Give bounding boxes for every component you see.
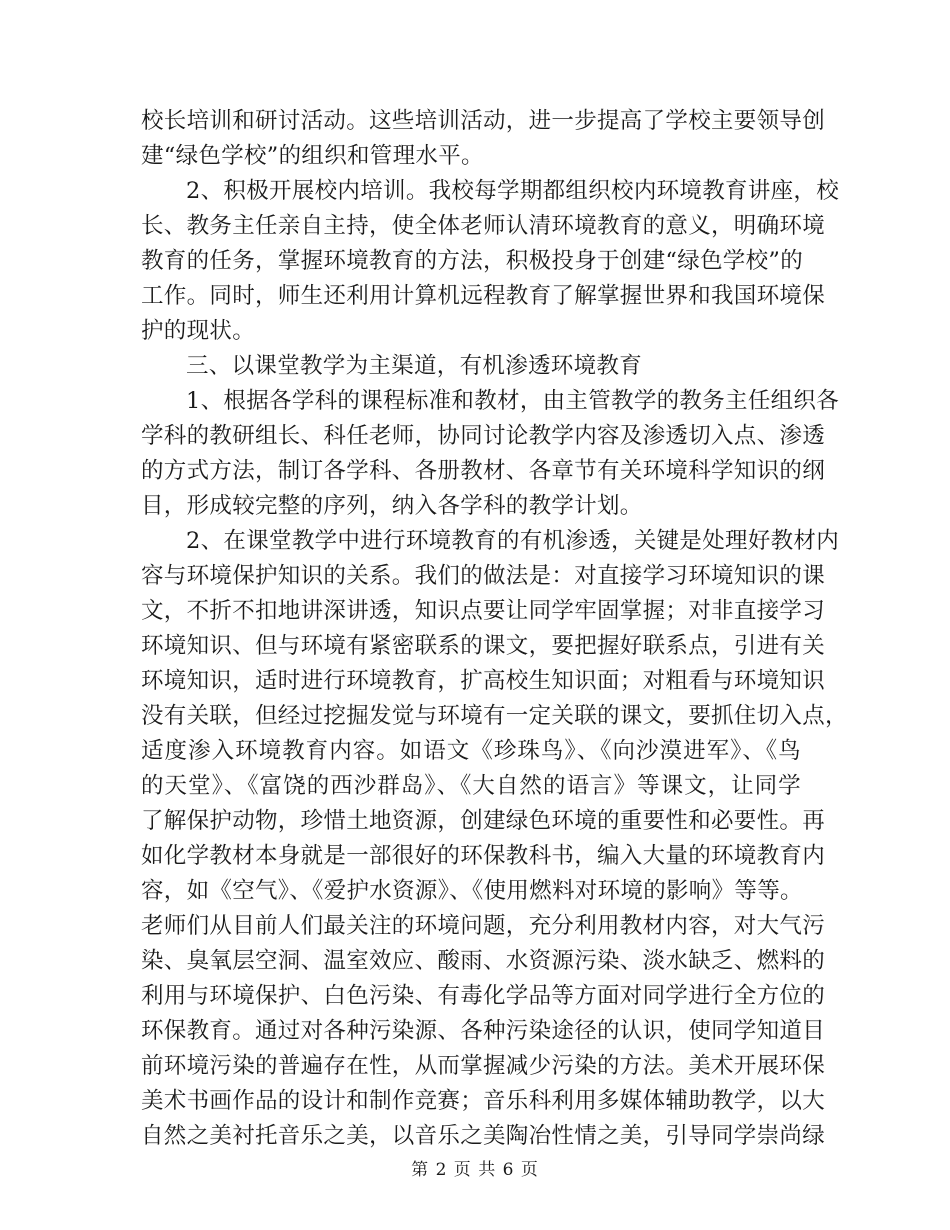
text-line: 环保教育。通过对各种污染源、各种污染途径的认识，使同学知道目 bbox=[141, 1018, 826, 1044]
text-line: 前环境污染的普遍存在性，从而掌握减少污染的方法。美术开展环保 bbox=[141, 1053, 826, 1079]
document-body bbox=[141, 104, 848, 1154]
text-line: 教育的任务，掌握环境教育的方法，积极投身于创建“绿色学校”的 bbox=[141, 248, 804, 274]
paragraph bbox=[141, 104, 826, 174]
text-line: 没有关联，但经过挖掘发觉与环境有一定关联的课文，要抓住切入点， bbox=[141, 703, 848, 729]
text-line: 环境知识，适时进行环境教育，扩高校生知识面；对粗看与环境知识 bbox=[141, 668, 826, 694]
text-line: 容，如《空气》、《爱护水资源》、《使用燃料对环境的影响》等等。 bbox=[141, 878, 803, 904]
text-line: 2、在课堂教学中进行环境教育的有机渗透，关键是处理好教材内 bbox=[186, 528, 840, 554]
text-line: 利用与环境保护、白色污染、有毒化学品等方面对同学进行全方位的 bbox=[141, 983, 826, 1009]
text-line: 容与环境保护知识的关系。我们的做法是：对直接学习环境知识的课 bbox=[141, 563, 826, 589]
paragraph bbox=[141, 524, 848, 1154]
text-line: 学科的教研组长、科任老师，协同讨论教学内容及渗透切入点、渗透 bbox=[141, 423, 826, 449]
text-line: 自然之美衬托音乐之美，以音乐之美陶冶性情之美，引导同学崇尚绿 bbox=[141, 1123, 826, 1149]
text-line: 美术书画作品的设计和制作竞赛；音乐科利用多媒体辅助教学，以大 bbox=[141, 1088, 826, 1114]
text-line: 校长培训和研讨活动。这些培训活动，进一步提高了学校主要领导创 bbox=[141, 108, 826, 134]
page-number-label: 第 2 页 共 6 页 bbox=[411, 1160, 539, 1180]
text-line: 的方式方法，制订各学科、各册教材、各章节有关环境科学知识的纲 bbox=[141, 458, 826, 484]
text-line: 目，形成较完整的序列，纳入各学科的教学计划。 bbox=[141, 493, 643, 519]
text-line: 护的现状。 bbox=[141, 318, 256, 344]
text-line: 环境知识、但与环境有紧密联系的课文，要把握好联系点，引进有关 bbox=[141, 633, 826, 659]
text-line: 长、教务主任亲自主持，使全体老师认清环境教育的意义，明确环境 bbox=[141, 213, 826, 239]
text-line: 染、臭氧层空洞、温室效应、酸雨、水资源污染、淡水缺乏、燃料的 bbox=[141, 948, 826, 974]
paragraph bbox=[141, 384, 840, 524]
text-line: 适度渗入环境教育内容。如语文《珍珠鸟》、《向沙漠进军》、《鸟 bbox=[141, 738, 801, 764]
text-line: 老师们从目前人们最关注的环境问题，充分利用教材内容，对大气污 bbox=[141, 913, 826, 939]
text-line: 1、根据各学科的课程标准和教材，由主管教学的教务主任组织各 bbox=[186, 388, 840, 414]
text-line: 的天堂》、《富饶的西沙群岛》、《大自然的语言》等课文，让同学 bbox=[141, 773, 801, 799]
text-line: 三、以课堂教学为主渠道，有机渗透环境教育 bbox=[186, 353, 643, 379]
text-line: 工作。同时，师生还利用计算机远程教育了解掌握世界和我国环境保 bbox=[141, 283, 826, 309]
paragraph bbox=[141, 174, 840, 349]
page-footer bbox=[0, 1155, 950, 1180]
paragraph bbox=[141, 349, 801, 384]
text-line: 如化学教材本身就是一部很好的环保教科书，编入大量的环境教育内 bbox=[141, 843, 826, 869]
text-line: 2、积极开展校内培训。我校每学期都组织校内环境教育讲座，校 bbox=[186, 178, 840, 204]
text-line: 了解保护动物，珍惜土地资源，创建绿色环境的重要性和必要性。再 bbox=[141, 808, 826, 834]
text-line: 建“绿色学校”的组织和管理水平。 bbox=[141, 143, 484, 169]
text-line: 文，不折不扣地讲深讲透，知识点要让同学牢固掌握；对非直接学习 bbox=[141, 598, 826, 624]
